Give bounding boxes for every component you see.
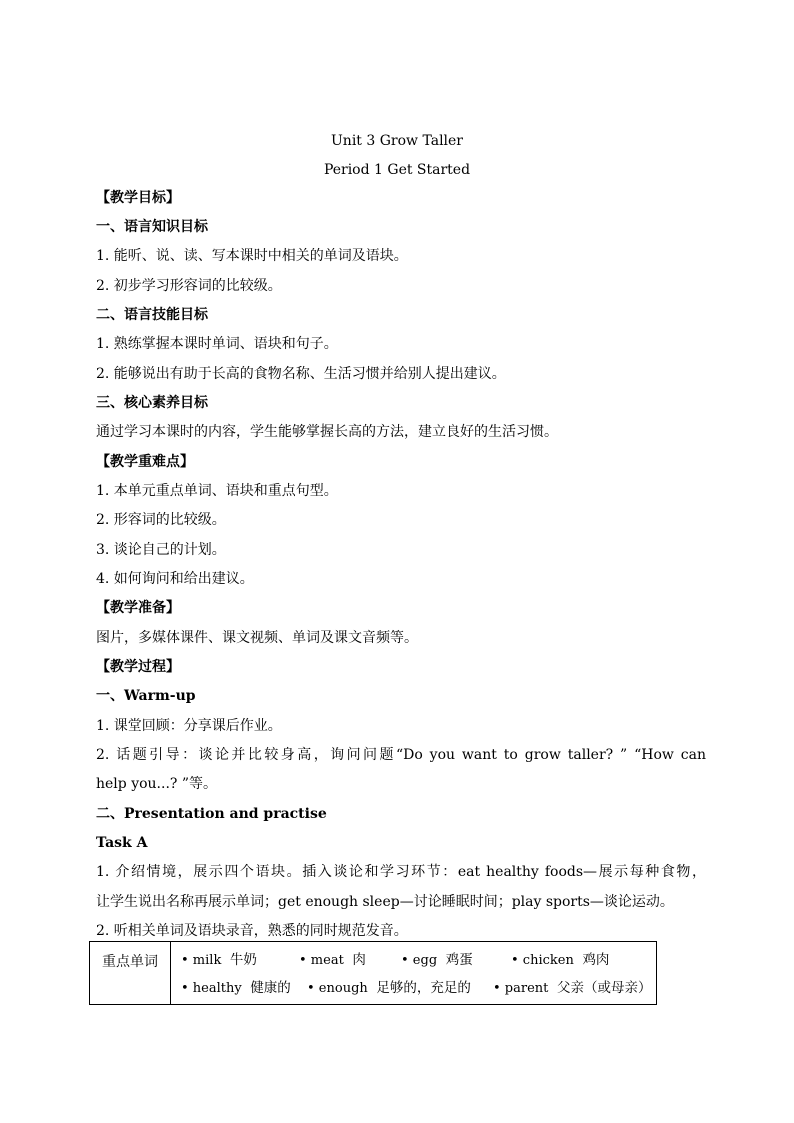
vocab-word: • parent 父亲（或母亲） xyxy=(493,980,652,996)
key-item-3: 3. 谈论自己的计划。 xyxy=(96,542,226,558)
vocab-table-header: 重点单词 xyxy=(90,942,171,1005)
doc-title: Unit 3 Grow Taller xyxy=(331,133,463,149)
vocab-word: • meat 肉 xyxy=(299,952,366,968)
lang-knowledge-heading: 一、语言知识目标 xyxy=(96,219,208,235)
task-a-item-1-line-2: 让学生说出名称再展示单词；get enough sleep—讨论睡眠时间；play sports—谈论运动。 xyxy=(96,894,674,910)
task-a-item-1-line-1: 1. 介绍情境，展示四个语块。插入谈论和学习环节：eat healthy foods—展示每种食物， xyxy=(96,864,706,880)
core-heading: 三、核心素养目标 xyxy=(96,395,208,411)
process-heading: 【教学过程】 xyxy=(96,659,180,675)
key-item-4: 4. 如何询问和给出建议。 xyxy=(96,571,254,587)
core-item-1: 通过学习本课时的内容，学生能够掌握长高的方法，建立良好的生活习惯。 xyxy=(96,424,558,440)
lang-skill-heading: 二、语言技能目标 xyxy=(96,307,208,323)
vocab-word: • milk 牛奶 xyxy=(181,952,257,968)
key-heading: 【教学重难点】 xyxy=(96,454,194,470)
presentation-heading: 二、Presentation and practise xyxy=(96,806,327,822)
vocab-row-2 xyxy=(181,974,656,1002)
task-a-item-2: 2. 听相关单词及语块录音，熟悉的同时规范发音。 xyxy=(96,923,408,939)
objectives-heading: 【教学目标】 xyxy=(96,190,180,206)
doc-subtitle: Period 1 Get Started xyxy=(323,162,471,178)
vocab-table-words xyxy=(171,942,657,1005)
vocab-word: • enough 足够的，充足的 xyxy=(307,980,471,996)
task-a-heading: Task A xyxy=(96,835,148,851)
prep-heading: 【教学准备】 xyxy=(96,600,180,616)
warmup-item-2-line-2: help you...? ”等。 xyxy=(96,776,218,792)
key-item-1: 1. 本单元重点单词、语块和重点句型。 xyxy=(96,483,338,499)
ls-item-1: 1. 熟练掌握本课时单词、语块和句子。 xyxy=(96,336,338,352)
warmup-heading: 一、Warm-up xyxy=(96,688,196,704)
vocab-row-1 xyxy=(181,946,656,974)
prep-item-1: 图片，多媒体课件、课文视频、单词及课文音频等。 xyxy=(96,630,418,646)
vocab-word: • chicken 鸡肉 xyxy=(511,952,610,968)
ls-item-2: 2. 能够说出有助于长高的食物名称、生活习惯并给别人提出建议。 xyxy=(96,366,506,382)
vocab-table xyxy=(89,941,657,1005)
warmup-item-2-line-1: 2. 话题引导：谈论并比较身高，询问问题“Do you want to grow taller? ” “How can xyxy=(96,747,706,763)
lk-item-1: 1. 能听、说、读、写本课时中相关的单词及语块。 xyxy=(96,248,408,264)
vocab-word: • egg 鸡蛋 xyxy=(401,952,473,968)
warmup-item-1: 1. 课堂回顾：分享课后作业。 xyxy=(96,718,282,734)
key-item-2: 2. 形容词的比较级。 xyxy=(96,512,226,528)
lk-item-2: 2. 初步学习形容词的比较级。 xyxy=(96,278,282,294)
vocab-word: • healthy 健康的 xyxy=(181,980,291,996)
